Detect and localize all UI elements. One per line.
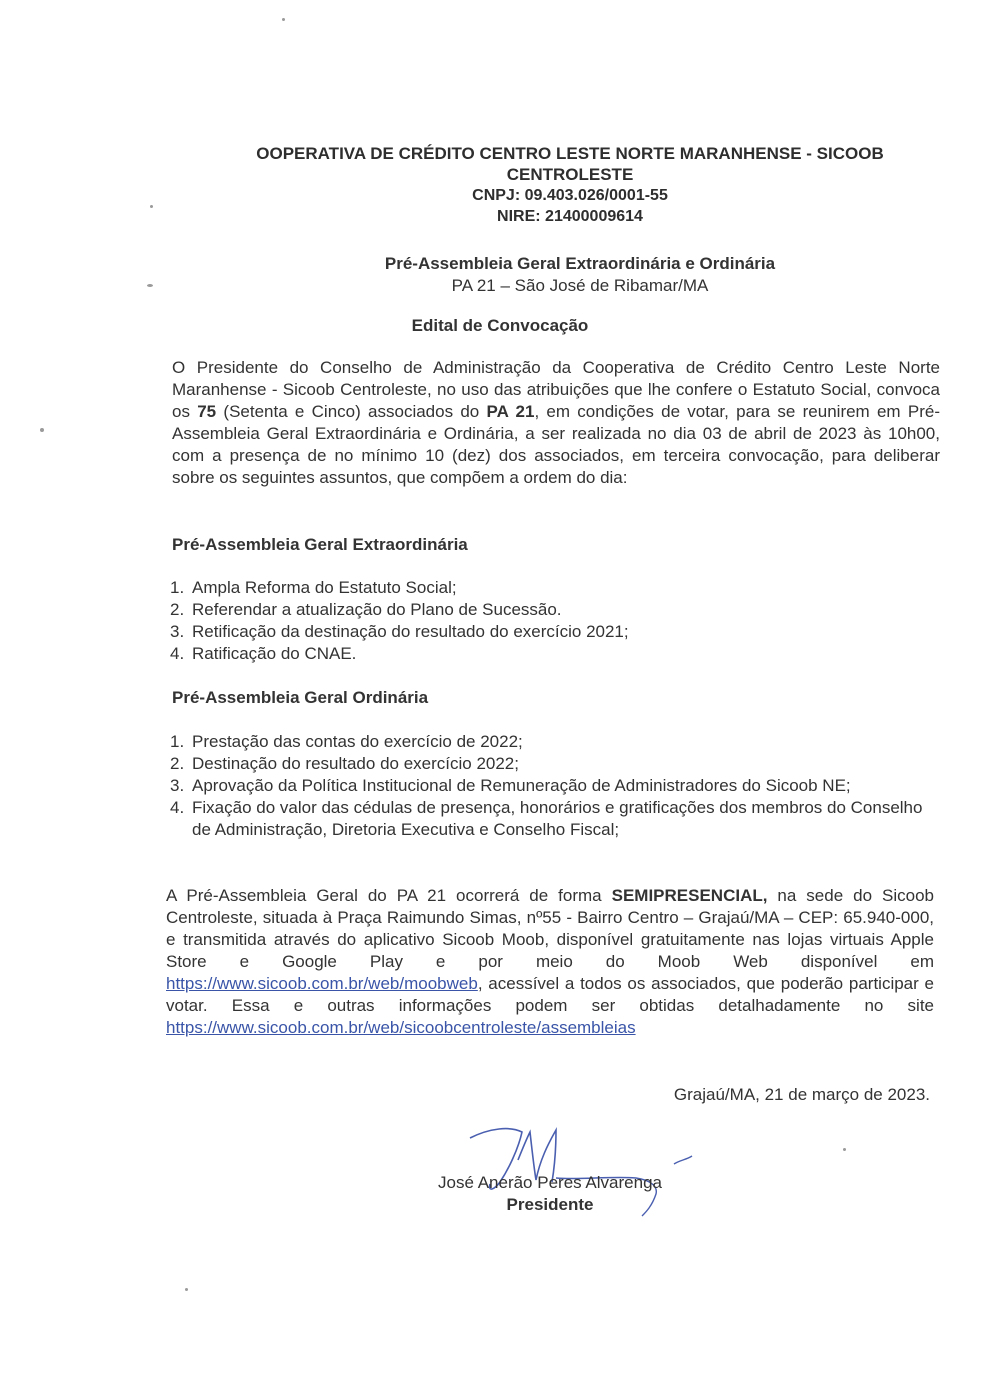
organization-name-line1: OOPERATIVA DE CRÉDITO CENTRO LESTE NORTE MARANHENSE - SICOOB [256,144,884,163]
list-item: 3. Aprovação da Política Institucional de Remuneração de Administradores do Sicoob NE; [170,776,851,795]
scan-speck [282,18,285,21]
date-line: Grajaú/MA, 21 de março de 2023. [673,1085,930,1104]
extraordinary-section-title: Pré-Assembleia Geral Extraordinária [172,535,468,554]
closing-text-1: A Pré-Assembleia Geral do PA 21 ocorrerá de forma [166,886,612,905]
document-header [190,143,950,227]
list-item: 3. Retificação da destinação do resultado do exercício 2021; [170,622,629,641]
nire-number: NIRE: 21400009614 [497,208,643,225]
intro-text-mid: (Setenta e Cinco) associados do [216,402,487,421]
closing-mode: SEMIPRESENCIAL, [611,886,768,905]
scan-speck [40,428,44,432]
list-item: 2. Destinação do resultado do exercício 2022; [170,754,519,773]
scan-speck [147,284,153,287]
meeting-title: Pré-Assembleia Geral Extraordinária e Ordinária [384,254,776,273]
list-item: 4. Fixação do valor das cédulas de presença, honorários e gratificações dos membros do Conselho de Administração, Diretoria Executiva e Conselho Fiscal; [170,798,923,839]
scan-speck [150,205,153,208]
intro-text-after: , em condições de votar, para se reunirem em Pré-Assembleia Geral Extraordinária e Ordinária, a ser realizada no dia 03 de abril de 2023 às 10h00, com a presença de no mínimo 10 (dez) dos associados, em terceira convocação, para deliberar sobre os seguintes assuntos, que compõem a ordem do dia: [172,402,940,487]
closing-text-3: , acessível a todos os associados, que poderão participar e votar. Essa e outras informações podem ser obtidas detalhadamente no site [166,974,934,1015]
closing-paragraph [166,885,934,1039]
list-item: 2. Referendar a atualização do Plano de Sucessão. [170,600,562,619]
signer-block [400,1172,700,1216]
meeting-place: PA 21 – São José de Ribamar/MA [451,276,709,295]
scan-speck [185,1288,188,1291]
moobweb-link[interactable]: https://www.sicoob.com.br/web/moobweb [166,974,478,993]
ordinary-section-title: Pré-Assembleia Geral Ordinária [172,688,429,707]
organization-name-line2: CENTROLESTE [506,165,634,184]
intro-member-count: 75 [197,402,217,421]
list-item: 1. Ampla Reforma do Estatuto Social; [170,578,457,597]
ordinary-agenda-list [170,731,930,841]
signer-role: Presidente [506,1195,594,1214]
closing-text-2: na sede do Sicoob Centroleste, situada à Praça Raimundo Simas, nº55 - Bairro Centro – Grajaú/MA – CEP: 65.940-000, e transmitida através do aplicativo Sicoob Moob, disponível gratuitamente nas lojas virtuais Apple Store e Google Play e por meio do Moob Web disponível em [166,886,934,971]
intro-pa: PA 21 [486,402,535,421]
cnpj-number: CNPJ: 09.403.026/0001-55 [472,187,668,204]
signer-name: José Anerão Peres Alvarenga [438,1173,662,1192]
intro-text-before: O Presidente do Conselho de Administração da Cooperativa de Crédito Centro Leste Norte Maranhense - Sicoob Centroleste, no uso das atribuições que lhe confere o Estatuto Social, convoca os [172,358,940,421]
assembleias-link[interactable]: https://www.sicoob.com.br/web/sicoobcentroleste/assembleias [166,1018,636,1037]
edital-title: Edital de Convocação [411,316,589,335]
list-item: 1. Prestação das contas do exercício de 2022; [170,732,523,751]
meeting-heading [300,253,860,297]
intro-paragraph [172,357,940,489]
scan-speck [843,1148,846,1151]
extraordinary-agenda-list [170,577,930,665]
list-item: 4. Ratificação do CNAE. [170,644,357,663]
